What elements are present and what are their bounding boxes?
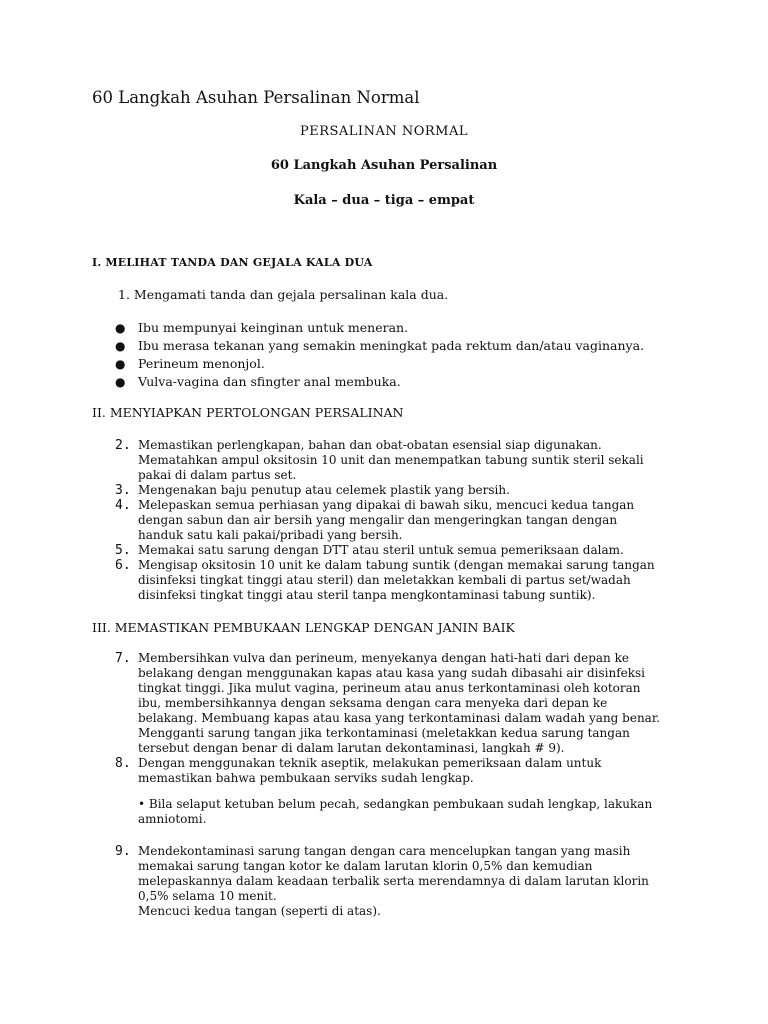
amniotomy-note: • Bila selaput ketuban belum pecah, sedangkan pembukaan sudah lengkap, lakukan amniotomi. bbox=[138, 797, 653, 826]
heading-60-langkah: 60 Langkah Asuhan Persalinan bbox=[270, 158, 498, 173]
document-title: 60 Langkah Asuhan Persalinan Normal bbox=[92, 88, 420, 107]
step-number: 9. bbox=[115, 844, 131, 859]
bullet-icon: ● bbox=[115, 375, 126, 389]
bullet-icon: ● bbox=[115, 321, 126, 335]
list-item bbox=[92, 319, 644, 337]
step-text: Mengisap oksitosin 10 unit ke dalam tabung suntik (dengan memakai sarung tangan disinfeksi tingkat tinggi atau steril) dan meletakkan kembali di partus set/wadah disinfeksi tingkat tinggi atau steril tanpa mengkontaminasi tabung suntik). bbox=[138, 558, 655, 602]
list-item bbox=[92, 651, 662, 756]
step-text: Melepaskan semua perhiasan yang dipakai di bawah siku, mencuci kedua tangan dengan sabun dan air bersih yang mengalir dan mengeringkan tangan dengan handuk satu kali pakai/pribadi yang bersih. bbox=[138, 498, 635, 542]
step-text: Memastikan perlengkapan, bahan dan obat-obatan esensial siap digunakan. Mematahkan ampul oksitosin 10 unit dan menempatkan tabung suntik steril sekali pakai di dalam partus set. bbox=[138, 438, 644, 482]
list-item bbox=[92, 373, 644, 391]
step-text: Mendekontaminasi sarung tangan dengan cara mencelupkan tangan yang masih memakai sarung tangan kotor ke dalam larutan klorin 0,5% dan kemudian melepaskannya dalam keadaan terbalik serta merendamnya di dalam larutan klorin 0,5% selama 10 menit. bbox=[138, 844, 649, 903]
section-3-step-list-continued bbox=[92, 844, 662, 904]
bullet-text: Ibu mempunyai keinginan untuk meneran. bbox=[138, 320, 409, 335]
step-text: Membersihkan vulva dan perineum, menyekanya dengan hati-hati dari depan ke belakang dengan menggunakan kapas atau kasa yang sudah dibasahi air disinfeksi tingkat tinggi. Jika mulut vagina, perineum atau anus terkontaminasi oleh kotoran ibu, membersihkannya dengan seksama dengan cara menyeka dari depan ke belakang. Membuang kapas atau kasa yang terkontaminasi dalam wadah yang benar. Mengganti sarung tangan jika terkontaminasi (meletakkan kedua sarung tangan tersebut dengan benar di dalam larutan dekontaminasi, langkah # 9). bbox=[138, 651, 661, 755]
section-2-heading: II. MENYIAPKAN PERTOLONGAN PERSALINAN bbox=[92, 405, 404, 420]
list-item bbox=[92, 558, 662, 603]
step-number: 3. bbox=[115, 483, 131, 498]
step-number: 7. bbox=[115, 651, 131, 666]
step-1-text: 1. Mengamati tanda dan gejala persalinan kala dua. bbox=[118, 287, 449, 302]
list-item bbox=[92, 483, 662, 498]
list-item bbox=[92, 756, 662, 786]
step-text: Memakai satu sarung dengan DTT atau steril untuk semua pemeriksaan dalam. bbox=[138, 543, 624, 557]
section-3-heading: III. MEMASTIKAN PEMBUKAAN LENGKAP DENGAN JANIN BAIK bbox=[92, 620, 515, 635]
list-item bbox=[92, 498, 662, 543]
closing-paragraph: Mencuci kedua tangan (seperti di atas). bbox=[138, 904, 381, 918]
list-item bbox=[92, 355, 644, 373]
step-number: 5. bbox=[115, 543, 131, 558]
bullet-text: Ibu merasa tekanan yang semakin meningkat pada rektum dan/atau vaginanya. bbox=[138, 338, 645, 353]
bullet-text: Perineum menonjol. bbox=[138, 356, 265, 371]
bullet-icon: ● bbox=[115, 339, 126, 353]
section-1-bullet-list bbox=[92, 319, 644, 391]
list-item bbox=[92, 543, 662, 558]
section-3-step-list bbox=[92, 651, 662, 786]
section-1-heading: I. MELIHAT TANDA DAN GEJALA KALA DUA bbox=[92, 256, 373, 269]
step-number: 2. bbox=[115, 438, 131, 453]
heading-kala: Kala – dua – tiga – empat bbox=[293, 193, 475, 208]
list-item bbox=[92, 438, 662, 483]
section-2-step-list bbox=[92, 438, 662, 603]
step-number: 6. bbox=[115, 558, 131, 573]
list-item bbox=[92, 844, 662, 904]
step-number: 8. bbox=[115, 756, 131, 771]
step-text: Dengan menggunakan teknik aseptik, melakukan pemeriksaan dalam untuk memastikan bahwa pembukaan serviks sudah lengkap. bbox=[138, 756, 602, 785]
heading-persalinan-normal: PERSALINAN NORMAL bbox=[299, 124, 468, 139]
bullet-icon: ● bbox=[115, 357, 126, 371]
step-text: Mengenakan baju penutup atau celemek plastik yang bersih. bbox=[138, 483, 510, 497]
step-number: 4. bbox=[115, 498, 131, 513]
bullet-text: Vulva-vagina dan sfingter anal membuka. bbox=[138, 374, 401, 389]
list-item bbox=[92, 337, 644, 355]
